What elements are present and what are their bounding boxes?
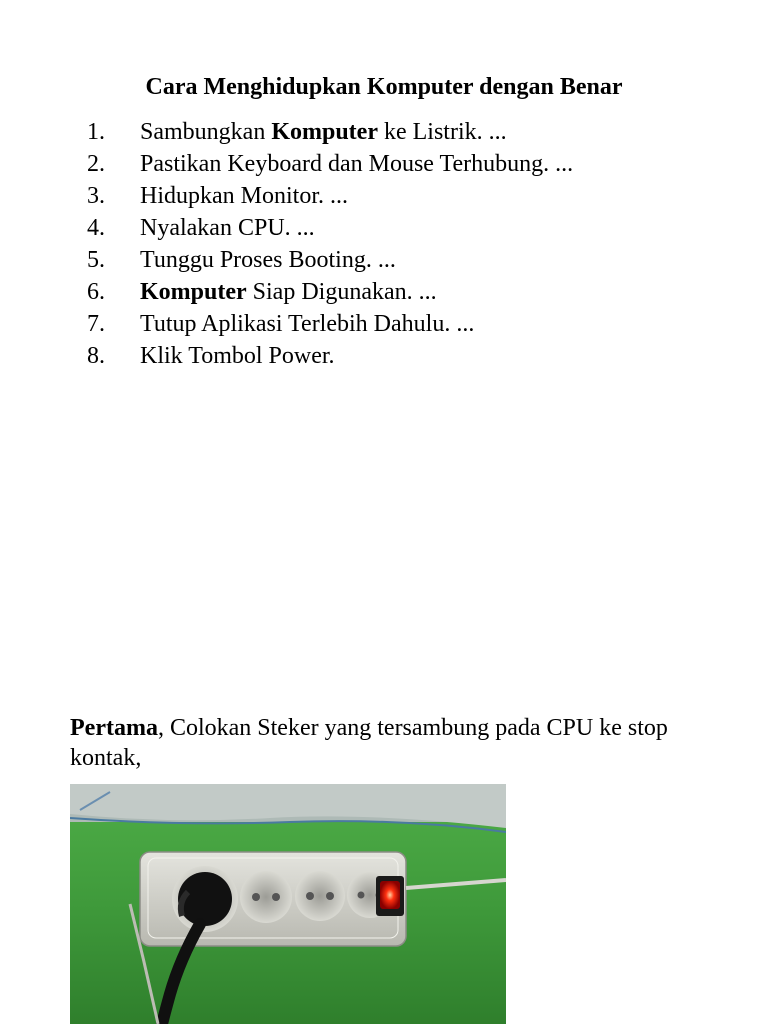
paragraph-text: , Colokan Steker yang tersambung pada CPU ke stop kontak, bbox=[70, 715, 668, 771]
list-item bbox=[0, 276, 768, 308]
list-item bbox=[0, 244, 768, 276]
step-text: Nyalakan CPU. ... bbox=[140, 215, 315, 241]
first-step-paragraph bbox=[70, 713, 710, 773]
step-number: 5. bbox=[87, 247, 105, 273]
step-text: Klik Tombol Power. bbox=[140, 343, 335, 369]
steps-list bbox=[0, 116, 768, 372]
step-text: Hidupkan Monitor. ... bbox=[140, 183, 348, 209]
document-title: Cara Menghidupkan Komputer dengan Benar bbox=[145, 74, 623, 100]
step-number: 4. bbox=[87, 215, 105, 241]
step-text: Komputer Siap Digunakan. ... bbox=[140, 279, 437, 305]
step-text: Tutup Aplikasi Terlebih Dahulu. ... bbox=[140, 311, 475, 337]
power-strip-photo bbox=[70, 784, 506, 1024]
paragraph-emphasis: Pertama bbox=[70, 715, 158, 741]
step-text: Tunggu Proses Booting. ... bbox=[140, 247, 396, 273]
step-text: Sambungkan Komputer ke Listrik. ... bbox=[140, 119, 507, 145]
list-item bbox=[0, 212, 768, 244]
step-number: 7. bbox=[87, 311, 105, 337]
list-item bbox=[0, 116, 768, 148]
step-number: 3. bbox=[87, 183, 105, 209]
list-item bbox=[0, 340, 768, 372]
step-number: 6. bbox=[87, 279, 105, 305]
step-number: 8. bbox=[87, 343, 105, 369]
step-number: 2. bbox=[87, 151, 105, 177]
step-number: 1. bbox=[87, 119, 105, 145]
list-item bbox=[0, 180, 768, 212]
list-item bbox=[0, 308, 768, 340]
step-text: Pastikan Keyboard dan Mouse Terhubung. ... bbox=[140, 151, 574, 177]
list-item bbox=[0, 148, 768, 180]
